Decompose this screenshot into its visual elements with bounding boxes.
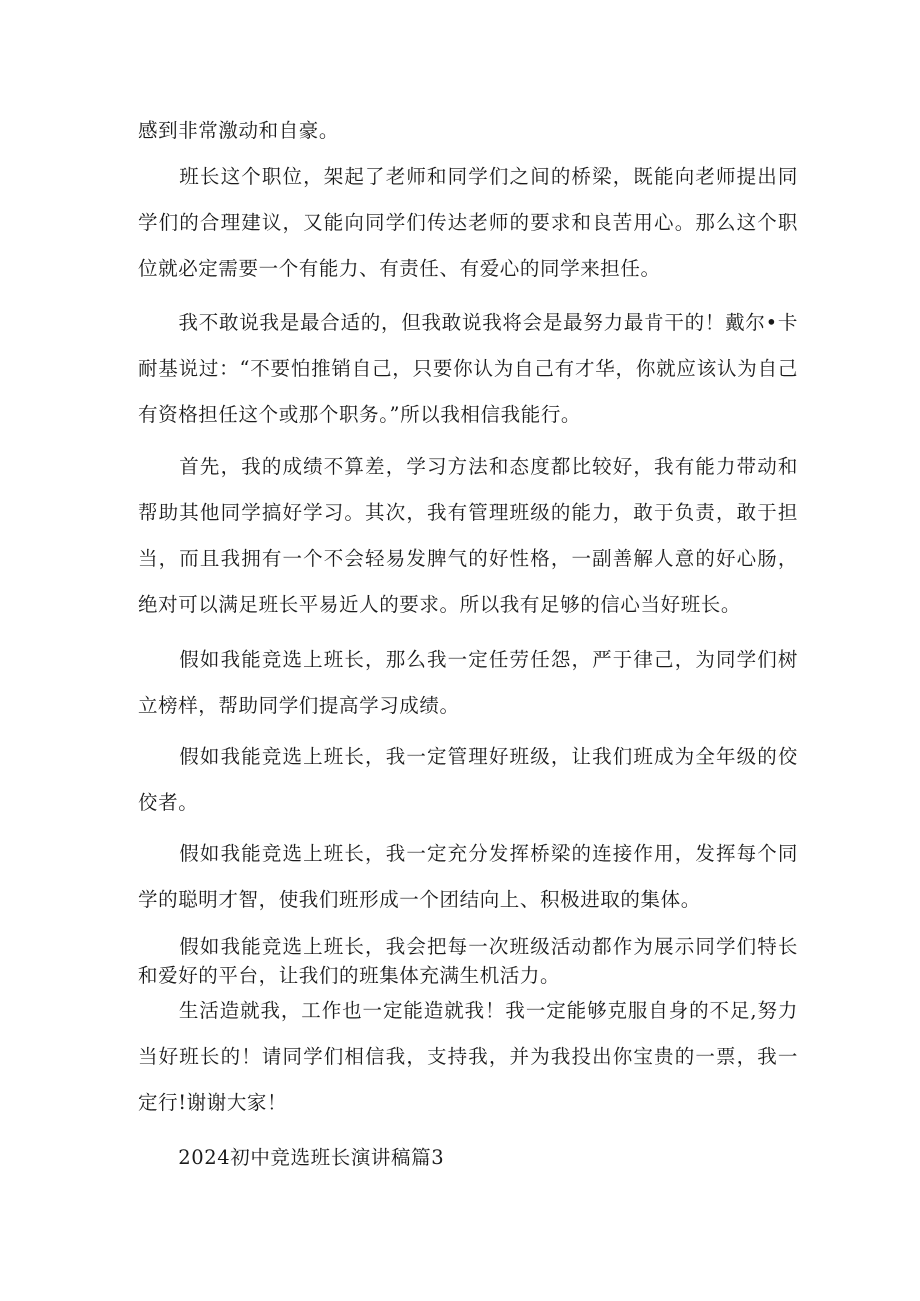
paragraph-8: 假如我能竞选上班长，我会把每一次班级活动都作为展示同学们特长和爱好的平台，让我们的班集体充满生机活力。: [138, 935, 798, 987]
paragraph-4: 首先，我的成绩不算差，学习方法和态度都比较好，我有能力带动和帮助其他同学搞好学习。其次，我有管理班级的能力，敢于负责，敢于担当，而且我拥有一个不会轻易发脾气的好性格，一副善解人意的好心肠，绝对可以满足班长平易近人的要求。所以我有足够的信心当好班长。: [138, 455, 798, 616]
paragraph-9: 生活造就我，工作也一定能造就我！我一定能够克服自身的不足,努力当好班长的！请同学们相信我，支持我，并为我投出你宝贵的一票，我一定行!谢谢大家！: [138, 999, 798, 1114]
section-heading: 2024初中竞选班长演讲稿篇3: [138, 1146, 445, 1169]
paragraph-1: 感到非常激动和自豪。: [138, 119, 340, 142]
paragraph-6: 假如我能竞选上班长，我一定管理好班级，让我们班成为全年级的佼佼者。: [138, 745, 798, 814]
paragraph-5: 假如我能竞选上班长，那么我一定任劳任怨，严于律己，为同学们树立榜样，帮助同学们提高学习成绩。: [138, 648, 798, 717]
paragraph-3: 我不敢说我是最合适的，但我敢说我将会是最努力最肯干的！戴尔•卡耐基说过：“不要怕推销自己，只要你认为自己有才华，你就应该认为自己有资格担任这个或那个职务。”所以我相信我能行。: [138, 311, 798, 426]
paragraph-7: 假如我能竞选上班长，我一定充分发挥桥梁的连接作用，发挥每个同学的聪明才智，使我们班形成一个团结向上、积极进取的集体。: [138, 842, 798, 911]
paragraph-2: 班长这个职位，架起了老师和同学们之间的桥梁，既能向老师提出同学们的合理建议，又能向同学们传达老师的要求和良苦用心。那么这个职位就必定需要一个有能力、有责任、有爱心的同学来担任。: [138, 165, 798, 280]
